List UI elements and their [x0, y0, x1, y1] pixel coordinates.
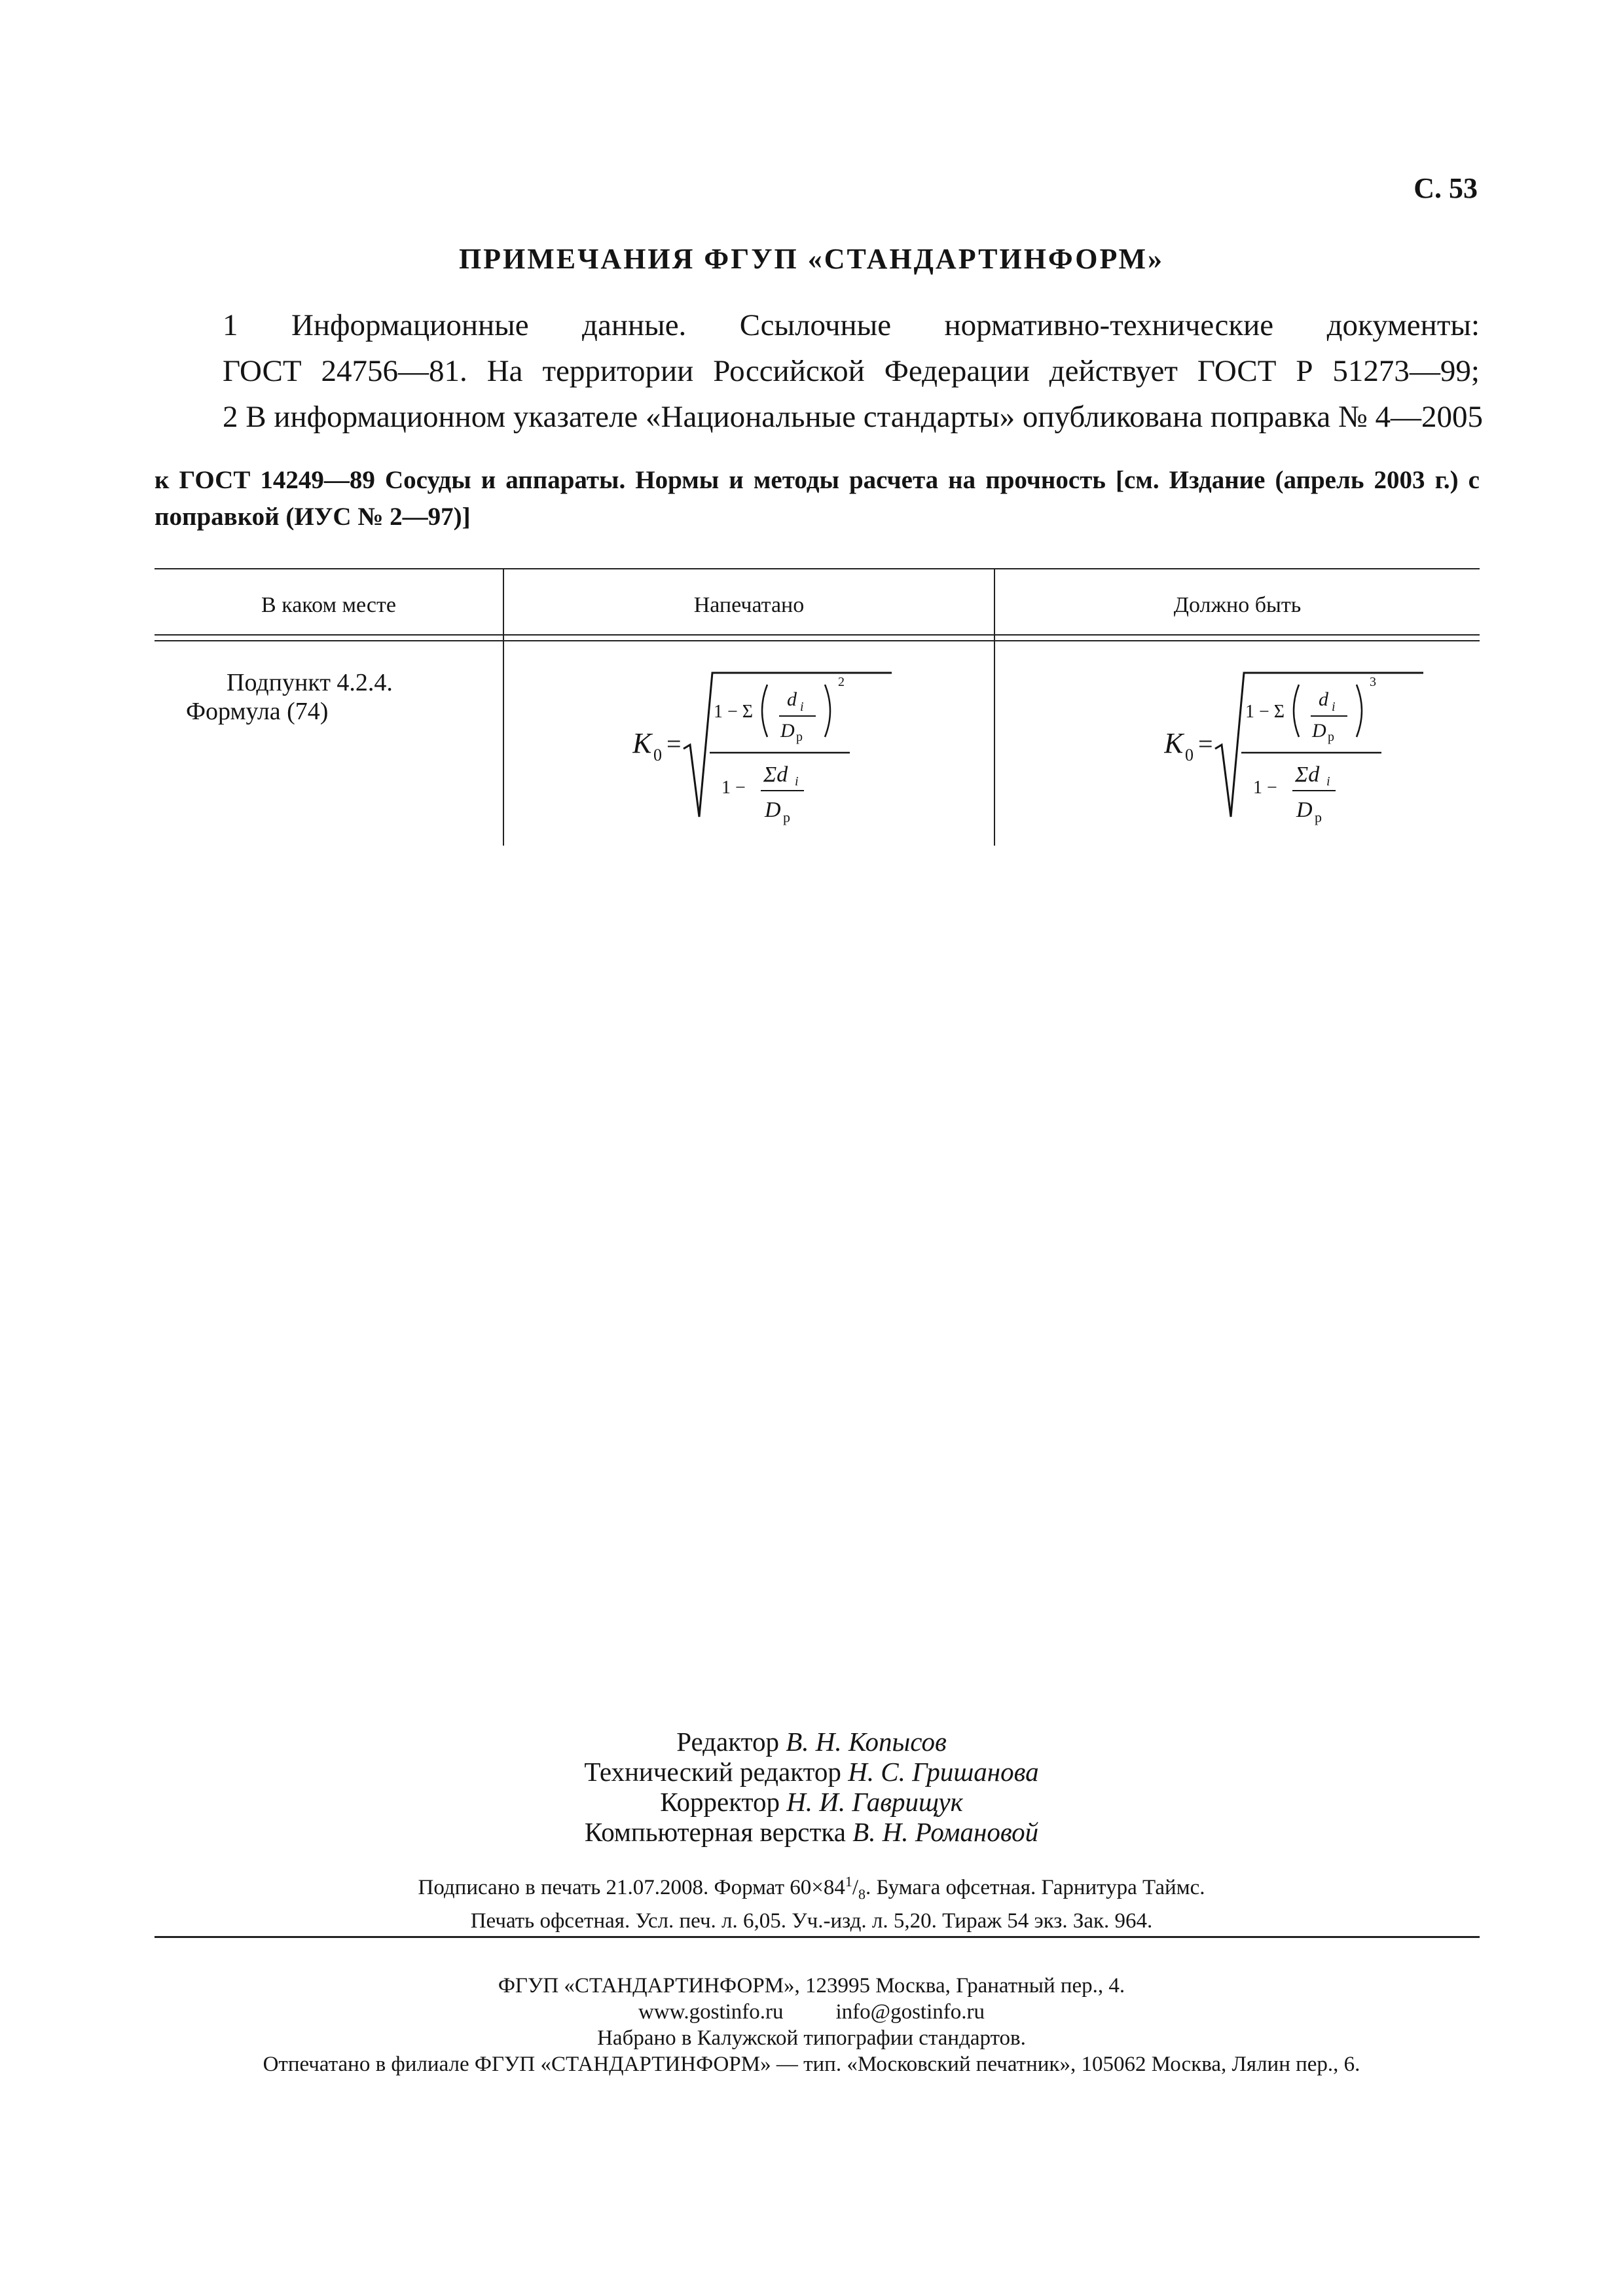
formula-lower-D-subscript: р	[783, 809, 790, 825]
footer-divider	[155, 1936, 1480, 1938]
formula-d: d	[1319, 689, 1328, 710]
formula-d: d	[787, 689, 797, 710]
formula-d-subscript: i	[800, 700, 804, 714]
footer-printed: Отпечатано в филиале ФГУП «СТАНДАРТИНФОРМ» — тип. «Московский печатник», 105062 Москва, Лялин пер., 6.	[263, 2053, 1360, 2076]
publication-info	[0, 1869, 1623, 1934]
formula-sigma-d-subscript: i	[795, 774, 799, 789]
format-fraction-denominator: 8	[858, 1886, 866, 1903]
formula-k-subscript: 0	[1185, 745, 1194, 764]
credit-tech-editor	[0, 1757, 1623, 1787]
credit-editor	[0, 1727, 1623, 1757]
table-cell-location-line-1: Подпункт 4.2.4.	[227, 669, 393, 696]
notes-block	[223, 302, 1484, 440]
credits-block	[0, 1727, 1623, 1847]
formula-sigma-d-subscript: i	[1326, 774, 1330, 789]
credit-tech-editor-name: Н. С. Гришанова	[848, 1757, 1039, 1787]
credit-tech-editor-label: Технический редактор	[584, 1757, 841, 1787]
footer-website-link[interactable]: www.gostinfo.ru	[638, 2000, 784, 2024]
formula-sigma-d: Σd	[763, 762, 788, 787]
formula-correct	[1164, 672, 1426, 842]
formula-printed-graphic	[632, 672, 894, 839]
formula-right-paren	[1357, 685, 1362, 737]
formula-k: K	[1164, 727, 1184, 759]
credit-editor-label: Редактор	[676, 1727, 779, 1757]
publication-line-2: Печать офсетная. Усл. печ. л. 6,05. Уч.-изд. л. 5,20. Тираж 54 экз. Зак. 964.	[470, 1909, 1153, 1933]
formula-one-minus: 1 −	[721, 778, 746, 798]
formula-left-paren	[762, 685, 767, 737]
formula-D: D	[780, 720, 795, 742]
page-heading: ПРИМЕЧАНИЯ ФГУП «СТАНДАРТИНФОРМ»	[458, 243, 1165, 275]
credit-corrector	[0, 1787, 1623, 1817]
publication-line-1-b: . Бумага офсетная. Гарнитура Таймс.	[866, 1876, 1205, 1899]
formula-equals: =	[666, 729, 682, 759]
credit-layout-label: Компьютерная верстка	[584, 1817, 846, 1847]
note-line-3: 2 В информационном указателе «Национальные стандарты» опубликована поправка № 4—2005	[223, 400, 1484, 434]
footer-typeset: Набрано в Калужской типографии стандартов.	[597, 2026, 1026, 2050]
formula-lower-D: D	[765, 798, 781, 822]
formula-one-minus-sigma: 1 − Σ	[714, 702, 754, 722]
formula-k: K	[632, 727, 652, 759]
footer-address: ФГУП «СТАНДАРТИНФОРМ», 123995 Москва, Гранатный пер., 4.	[498, 1974, 1125, 1998]
formula-D-subscript: р	[796, 730, 803, 744]
credit-layout	[0, 1817, 1623, 1847]
page-number: С. 53	[1413, 172, 1478, 204]
formula-lower-D-subscript: р	[1315, 809, 1322, 825]
table-header-border-2	[155, 640, 1480, 641]
formula-right-paren	[825, 685, 830, 737]
table-header-printed: Напечатано	[693, 593, 805, 617]
table-header-should-be: Должно быть	[1173, 593, 1302, 617]
credit-corrector-label: Корректор	[660, 1787, 780, 1817]
formula-printed	[632, 672, 894, 842]
formula-equals: =	[1198, 729, 1213, 759]
table-top-border	[155, 568, 1480, 569]
formula-d-subscript: i	[1332, 700, 1336, 714]
format-fraction-numerator: 1	[845, 1873, 852, 1890]
formula-lower-D: D	[1296, 798, 1313, 822]
amendment-title	[155, 462, 1480, 535]
note-line-2: ГОСТ 24756—81. На территории Российской Федерации действует ГОСТ Р 51273—99;	[223, 354, 1480, 388]
footer-email-link[interactable]: info@gostinfo.ru	[835, 2000, 985, 2024]
formula-D: D	[1312, 720, 1326, 742]
note-line-1: 1 Информационные данные. Ссылочные нормативно-технические документы:	[223, 308, 1480, 342]
credit-editor-name: В. Н. Копысов	[786, 1727, 947, 1757]
amendment-title-line-2: поправкой (ИУС № 2—97)]	[155, 503, 471, 531]
amendment-title-line-1: к ГОСТ 14249—89 Сосуды и аппараты. Нормы и методы расчета на прочность [см. Издание (апрель 2003 г.) с	[155, 466, 1480, 494]
footer-contacts	[0, 1999, 1623, 2025]
formula-sigma-d: Σd	[1295, 762, 1320, 787]
format-fraction-slash: /	[852, 1876, 859, 1899]
formula-exponent-printed: 2	[838, 675, 845, 689]
credit-corrector-name: Н. И. Гаврищук	[786, 1787, 963, 1817]
table-header-border-1	[155, 634, 1480, 636]
formula-D-subscript: р	[1328, 730, 1334, 744]
table-header-location: В каком месте	[261, 593, 396, 617]
correction-table	[155, 568, 1480, 846]
formula-left-paren	[1294, 685, 1299, 737]
formula-correct-graphic	[1164, 672, 1426, 839]
footer	[0, 1973, 1623, 2077]
publication-line-1	[0, 1869, 1623, 1908]
formula-k-subscript: 0	[653, 745, 662, 764]
formula-one-minus: 1 −	[1253, 778, 1277, 798]
table-cell-location-line-2: Формула (74)	[186, 698, 329, 725]
credit-layout-name: В. Н. Романовой	[852, 1817, 1039, 1847]
publication-line-1-a: Подписано в печать 21.07.2008. Формат 60×84	[418, 1876, 845, 1899]
formula-exponent-correct: 3	[1370, 675, 1376, 689]
formula-one-minus-sigma: 1 − Σ	[1245, 702, 1285, 722]
